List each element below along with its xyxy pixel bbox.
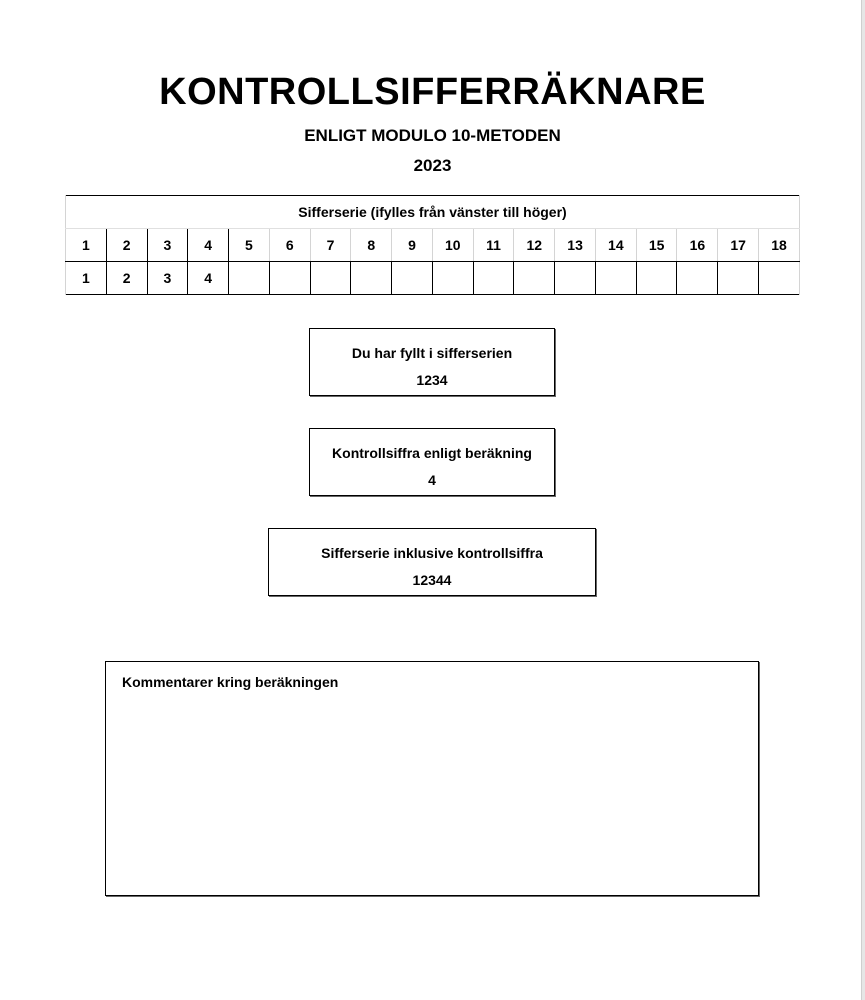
page-title: KONTROLLSIFFERRÄKNARE xyxy=(159,71,706,113)
comments-box[interactable] xyxy=(105,661,759,896)
digit-input-cell[interactable] xyxy=(392,262,433,295)
digit-input-cell[interactable] xyxy=(677,262,718,295)
position-row xyxy=(66,229,800,262)
position-cell: 3 xyxy=(147,229,188,262)
digit-input-cell[interactable] xyxy=(595,262,636,295)
page-scroll-edge xyxy=(861,0,865,1000)
comments-label: Kommentarer kring beräkningen xyxy=(122,674,339,690)
entered-series-value: 1234 xyxy=(416,372,448,388)
digit-input-cell[interactable] xyxy=(351,262,392,295)
digit-input-cell[interactable] xyxy=(310,262,351,295)
position-cell: 8 xyxy=(351,229,392,262)
digit-input-cell[interactable] xyxy=(473,262,514,295)
digit-input-cell[interactable] xyxy=(636,262,677,295)
position-cell: 18 xyxy=(759,229,800,262)
position-cell: 5 xyxy=(229,229,270,262)
position-cell: 4 xyxy=(188,229,229,262)
digit-input-row xyxy=(66,262,800,295)
digit-input-cell[interactable] xyxy=(229,262,270,295)
check-digit-label: Kontrollsiffra enligt beräkning xyxy=(332,445,532,461)
position-cell: 2 xyxy=(106,229,147,262)
check-digit-box xyxy=(309,428,555,496)
position-cell: 12 xyxy=(514,229,555,262)
page-year: 2023 xyxy=(413,156,452,175)
position-cell: 16 xyxy=(677,229,718,262)
position-cell: 6 xyxy=(269,229,310,262)
digit-input-cell[interactable] xyxy=(759,262,800,295)
digit-input-cell[interactable]: 3 xyxy=(147,262,188,295)
position-cell: 15 xyxy=(636,229,677,262)
position-cell: 9 xyxy=(392,229,433,262)
position-cell: 1 xyxy=(66,229,107,262)
check-digit-value: 4 xyxy=(428,472,436,488)
digit-input-cell[interactable]: 1 xyxy=(66,262,107,295)
entered-series-label: Du har fyllt i sifferserien xyxy=(351,345,513,361)
position-cell: 14 xyxy=(595,229,636,262)
full-series-label: Sifferserie inklusive kontrollsiffra xyxy=(321,545,543,561)
position-cell: 10 xyxy=(432,229,473,262)
position-cell: 17 xyxy=(718,229,759,262)
position-cell: 7 xyxy=(310,229,351,262)
digit-input-cell[interactable] xyxy=(555,262,596,295)
digit-input-cell[interactable] xyxy=(269,262,310,295)
digit-input-cell[interactable] xyxy=(432,262,473,295)
series-caption: Sifferserie (ifylles från vänster till höger) xyxy=(66,196,800,229)
position-cell: 13 xyxy=(555,229,596,262)
full-series-value: 12344 xyxy=(412,572,452,588)
digit-input-cell[interactable]: 4 xyxy=(188,262,229,295)
entered-series-box xyxy=(309,328,555,396)
position-cell: 11 xyxy=(473,229,514,262)
digit-input-cell[interactable] xyxy=(718,262,759,295)
digit-input-cell[interactable]: 2 xyxy=(106,262,147,295)
page-subtitle: ENLIGT MODULO 10-METODEN xyxy=(304,126,561,145)
digit-input-cell[interactable] xyxy=(514,262,555,295)
full-series-box xyxy=(268,528,596,596)
digit-series-table xyxy=(65,195,800,295)
